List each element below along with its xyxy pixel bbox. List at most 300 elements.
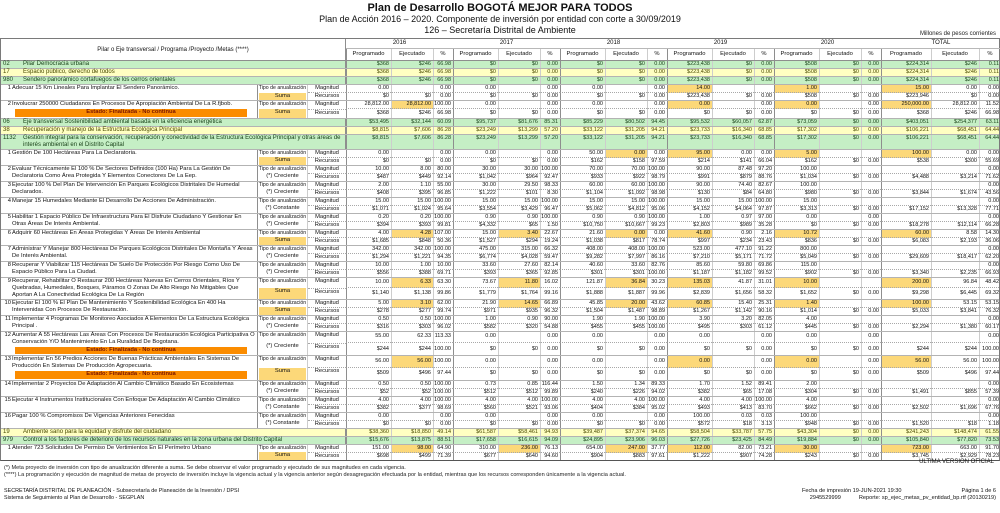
value-cell: 0.00 [540, 93, 560, 100]
value-cell: 77.71 [979, 206, 1000, 213]
value-cell: 98.98 [647, 190, 667, 197]
value-cell: $246 [391, 61, 433, 68]
value-cell [819, 182, 861, 190]
value-cell: 0.00 [861, 308, 881, 315]
value-cell: $1,187 [667, 270, 712, 277]
value-cell: 100.00 [667, 413, 712, 421]
meta-values [346, 166, 1000, 181]
value-cell: 0.00 [861, 158, 881, 165]
value-cell: $413 [712, 405, 754, 412]
value-cell: 0.00 [861, 109, 881, 117]
meta-values [346, 85, 1000, 100]
meta-label: Atender 723 Solicitudes De Permiso De Vertimientos En El Perímetro Urbano [12, 444, 211, 451]
value-cell: $106,221 [881, 135, 931, 149]
value-cell: $246 [391, 109, 433, 117]
meta-number: 13 [4, 356, 11, 362]
value-cell: 22.67 [540, 230, 560, 238]
value-cell [819, 278, 861, 289]
value-cell: $224,314 [881, 77, 931, 84]
value-cell: $3,313 [774, 206, 819, 213]
magnitud-label: Magnitud [315, 149, 339, 156]
value-cell: 0.00 [647, 69, 667, 76]
value-cell: 0.00 [647, 101, 667, 109]
value-cell: 113.33 [433, 332, 453, 344]
value-cell: 0.73 [453, 381, 498, 389]
section-code: 980 [3, 77, 14, 83]
value-cell: 61.12 [754, 324, 774, 331]
value-cell [498, 150, 540, 158]
numeric-row [346, 324, 1000, 331]
value-cell: $23,249 [453, 135, 498, 149]
value-cell: 11.52 [979, 101, 1000, 109]
value-cell: $0 [453, 93, 498, 100]
value-cell [881, 381, 931, 389]
value-cell: 36.06 [979, 238, 1000, 245]
value-cell: $2,803 [667, 222, 712, 229]
value-cell: $0 [453, 69, 498, 76]
tipo-anualizacion-column [257, 300, 307, 315]
value-cell: $495 [667, 324, 712, 331]
value-cell: 0.00 [433, 150, 453, 158]
value-cell: $368 [346, 69, 391, 76]
meta-name-line [1, 85, 257, 92]
value-cell: $6,083 [881, 238, 931, 245]
value-cell: $1,491 [881, 389, 931, 396]
value-cell: 0.00 [433, 93, 453, 100]
tipo-anualizacion-column [257, 332, 307, 356]
value-cell: $964 [498, 174, 540, 181]
subcolumn-label: Ejecutado [712, 49, 754, 60]
value-cell: 0.85 [498, 381, 540, 389]
report-header [0, 2, 1000, 36]
magnitud-label: Magnitud [315, 85, 339, 91]
value-cell: $8,815 [346, 135, 391, 149]
report-title: Plan de Desarrollo BOGOTÁ MEJOR PARA TODOS [367, 2, 633, 14]
value-cell: 342.00 [346, 246, 391, 254]
value-cell: $52 [391, 389, 433, 396]
value-cell: 84.49 [754, 437, 774, 444]
value-cell: 15.00 [453, 198, 498, 206]
value-cell: 0.00 [979, 182, 1000, 190]
recursos-label: Recursos [308, 237, 346, 245]
value-cell: 97.44 [433, 368, 453, 380]
report-subtitle: Plan de Acción 2016 – 2020. Componente de inversión por entidad con corte a 30/09/2019 [319, 14, 681, 24]
value-cell: $0 [498, 421, 540, 428]
meta-values [346, 262, 1000, 277]
value-cell: 82.14 [540, 262, 560, 270]
numeric-row [346, 214, 1000, 222]
meta-row [1, 197, 999, 213]
value-cell: $0 [560, 77, 605, 84]
value-cell [819, 316, 861, 324]
value-cell: $223,438 [667, 77, 712, 84]
value-cell: 100.00 [434, 213, 451, 220]
value-cell: $836 [774, 238, 819, 245]
meta-row [1, 396, 999, 412]
value-cell: 0.50 [346, 316, 391, 324]
value-cell: $394 [346, 222, 391, 229]
value-cell: $65 [712, 389, 754, 396]
meta-name-cell [1, 182, 257, 197]
value-cell: 0.00 [754, 93, 774, 100]
value-cell: $141 [712, 158, 754, 165]
value-cell: 64.44 [979, 135, 1000, 149]
numeric-row [346, 182, 1000, 190]
tipo-anualizacion-value: Suma [259, 368, 306, 380]
value-cell: 5.00 [346, 300, 391, 308]
value-cell: 3.20 [712, 316, 754, 324]
value-cell: 1.70 [667, 381, 712, 389]
value-cell: $0 [774, 368, 819, 380]
value-cell: 0.00 [754, 109, 774, 117]
section-row [1, 76, 999, 84]
subcolumn-label: % [540, 49, 560, 60]
meta-row [1, 181, 999, 197]
value-cell: $1,487 [605, 308, 647, 315]
value-cell: $0 [605, 421, 647, 428]
measure-column [307, 230, 346, 245]
meta-name-cell [1, 332, 257, 356]
value-cell: $0 [560, 421, 605, 428]
value-cell: 0.00 [647, 109, 667, 117]
tipo-anualizacion-header: Tipo de anualización [258, 165, 307, 172]
value-cell: $377 [391, 405, 433, 412]
value-cell: 15.00 [453, 230, 498, 238]
value-cell: $0 [605, 109, 647, 117]
value-cell [498, 413, 540, 421]
meta-row [1, 277, 999, 299]
measure-column [307, 332, 346, 356]
value-cell: 0.00 [861, 254, 881, 261]
subcolumn-row [881, 49, 1000, 60]
tipo-anualizacion-value: Suma [259, 157, 306, 165]
value-cell: $0 [605, 77, 647, 84]
value-cell: 73.53 [979, 437, 1000, 444]
value-cell: $244 [881, 343, 931, 355]
section-code: 979 [3, 436, 14, 443]
year-group-header [667, 39, 774, 60]
value-cell: $4,028 [498, 254, 540, 261]
value-cell: $316 [346, 324, 391, 331]
value-cell [819, 381, 861, 389]
value-cell: 0.00 [861, 190, 881, 197]
value-cell: $16,340 [712, 135, 754, 149]
tipo-anualizacion-value: (*) Creciente [266, 269, 299, 275]
recursos-label: Recursos [308, 189, 346, 197]
value-cell: 30.00 [453, 182, 498, 190]
value-cell: 30.00 [453, 166, 498, 174]
numeric-row [346, 174, 1000, 181]
value-cell: 27.60 [498, 262, 540, 270]
value-cell: $301 [605, 270, 647, 277]
value-cell [931, 316, 979, 324]
meta-name-cell [1, 397, 257, 412]
value-cell: $84 [712, 190, 754, 197]
value-cell: $95,737 [453, 119, 498, 126]
value-cell: $130 [667, 190, 712, 197]
value-cell: $1,222 [667, 453, 712, 460]
value-cell: 2.16 [754, 230, 774, 238]
value-cell: 35.28 [754, 222, 774, 229]
value-cell: 68.85 [754, 135, 774, 149]
magnitud-label: Magnitud [315, 165, 339, 172]
value-cell [498, 101, 540, 109]
section-name [1, 135, 346, 149]
subcolumn-label: Programado [774, 49, 819, 60]
value-cell: 0.00 [647, 421, 667, 428]
value-cell: 66.98 [433, 69, 453, 76]
recursos-label: Recursos [308, 420, 346, 428]
value-cell: $10,750 [560, 222, 605, 229]
value-cell: $33,787 [712, 429, 754, 436]
value-cell: 0.00 [346, 413, 391, 421]
meta-values [346, 397, 1000, 412]
column-header-pilar: Pilar o Eje transversal / Programa /Proyecto /Metas (****) [1, 39, 346, 60]
value-cell: 96.47 [540, 206, 560, 213]
value-cell: $0 [498, 343, 540, 355]
value-cell: 4.00 [712, 397, 754, 405]
tipo-anualizacion-header: Tipo de anualización [258, 197, 307, 204]
value-cell: $3,844 [881, 190, 931, 197]
value-cell: $0 [560, 93, 605, 100]
value-cell: $1,182 [712, 270, 754, 277]
value-cell: $1,042 [453, 174, 498, 181]
section-row [1, 428, 999, 436]
value-cell: 1.50 [540, 222, 560, 229]
meta-number: 1 [7, 444, 11, 451]
meta-row [1, 355, 999, 380]
value-cell: 41.60 [667, 230, 712, 238]
year-group-header [453, 39, 560, 60]
numeric-row [346, 381, 1000, 389]
value-cell: 0.00 [861, 437, 881, 444]
value-cell: 0.00 [647, 230, 667, 238]
meta-name-cell [1, 246, 257, 261]
value-cell: 66.04 [754, 158, 774, 165]
value-cell: $53,495 [346, 119, 391, 126]
value-cell [861, 150, 881, 158]
value-cell: 0.00 [540, 332, 560, 344]
value-cell: 115.00 [774, 262, 819, 270]
value-cell: 0.00 [540, 150, 560, 158]
value-cell: 0.00 [540, 356, 560, 368]
value-cell: 55.00 [346, 332, 391, 344]
value-cell: $0 [712, 368, 754, 380]
value-cell: $904 [560, 453, 605, 460]
value-cell: $1,092 [605, 190, 647, 197]
value-cell: 1.90 [560, 316, 605, 324]
value-cell: 89.33 [647, 381, 667, 389]
value-cell: $4,152 [667, 206, 712, 213]
subcolumn-label: Ejecutado [498, 49, 540, 60]
value-cell: $512 [498, 389, 540, 396]
value-cell: 96.84 [931, 278, 979, 289]
value-cell: 0.03 [712, 413, 754, 421]
value-cell [931, 246, 979, 254]
meta-row [1, 299, 999, 315]
value-cell: $0 [498, 93, 540, 100]
value-cell: $0 [819, 127, 861, 134]
value-cell: $32,144 [391, 119, 433, 126]
tipo-anualizacion-column [257, 381, 307, 396]
value-cell: $980 [774, 190, 819, 197]
numeric-row [346, 77, 1000, 84]
value-cell: 663.00 [931, 445, 979, 453]
meta-label: Manejar 15 Humedales Mediante El Desarrollo De Acciones De Administración. [12, 197, 216, 204]
numeric-row [346, 69, 1000, 76]
value-cell [391, 85, 433, 93]
meta-row [1, 149, 999, 165]
value-cell: 69.86 [754, 262, 774, 270]
value-cell: $0 [391, 93, 433, 100]
value-cell: $1,520 [881, 421, 931, 428]
meta-values [346, 356, 1000, 380]
value-cell: $1,674 [931, 190, 979, 197]
value-cell: $0 [498, 109, 540, 117]
meta-number: 16 [4, 412, 11, 419]
value-cell: 0.00 [647, 343, 667, 355]
value-cell: 56.00 [931, 356, 979, 368]
value-cell: 60.00 [560, 182, 605, 190]
value-cell: $7,606 [391, 135, 433, 149]
value-cell: 60.00 [881, 230, 931, 238]
value-cell: $404 [560, 405, 605, 412]
value-cell: 73.21 [754, 445, 774, 453]
meta-values [346, 246, 1000, 261]
value-cell: 82.00 [712, 445, 754, 453]
value-cell: $0 [819, 109, 861, 117]
meta-number: 1 [7, 85, 11, 91]
value-cell: $3,841 [931, 308, 979, 315]
numeric-row [346, 332, 1000, 344]
meta-label: Aumentar A 55 Hectáreas Las Áreas Con Procesos De Restauración Ecológica Participativa O Conservación Y/O Mantenimiento En La Ruralidad De Bogotana. [12, 331, 255, 345]
value-cell: 0.00 [560, 356, 605, 368]
value-cell: 0.00 [861, 69, 881, 76]
value-cell: $23,733 [667, 135, 712, 149]
value-cell: $0 [819, 69, 861, 76]
value-cell: 0.00 [979, 166, 1000, 174]
value-cell: $0 [819, 174, 861, 181]
value-cell: $0 [819, 324, 861, 331]
value-cell: $0 [498, 69, 540, 76]
value-cell: $902 [774, 270, 819, 277]
value-cell: 80.00 [433, 166, 453, 174]
value-cell: $445 [774, 324, 819, 331]
value-cell: $0 [819, 190, 861, 197]
section-label: Gestión integral para la conservación, recuperación y conectividad de la Estructura Ecológica Principal y otras áreas de interés ambiental en el Distrito Capital [23, 134, 341, 148]
value-cell: 0.00 [979, 397, 1000, 405]
meta-number: 9 [7, 277, 11, 284]
meta-name-line [1, 445, 257, 452]
meta-values [346, 445, 1000, 460]
value-cell: $0 [819, 368, 861, 380]
value-cell: 100.00 [648, 315, 665, 322]
meta-label: Ejecutar 4 Instrumentos Institucionales Con Enfoque De Adaptación Al Cambio Climático [12, 396, 240, 403]
value-cell: 0.00 [754, 101, 774, 109]
value-cell: 100.00 [881, 150, 931, 158]
value-cell: 0.00 [647, 413, 667, 421]
value-cell: $817 [605, 238, 647, 245]
value-cell: $85,229 [560, 119, 605, 126]
value-cell: 100.00 [541, 213, 558, 220]
value-cell: 0.00 [861, 343, 881, 355]
tipo-anualizacion-value: (*) Constante [265, 420, 300, 426]
value-cell: $246 [391, 77, 433, 84]
value-cell: 97.61 [647, 453, 667, 460]
value-cell: $80,502 [605, 119, 647, 126]
value-cell: 3.90 [667, 316, 712, 324]
magnitud-label: Magnitud [315, 197, 339, 204]
magnitud-label: Magnitud [315, 380, 339, 387]
value-cell: $0 [774, 109, 819, 117]
value-cell: $0 [819, 437, 861, 444]
value-cell: 0.00 [861, 356, 881, 368]
value-cell: 0.00 [754, 332, 774, 344]
value-cell: $538 [881, 158, 931, 165]
meta-row [1, 315, 999, 331]
value-cell: $408 [346, 190, 391, 197]
value-cell: $0 [819, 429, 861, 436]
value-cell: 0.00 [647, 150, 667, 158]
value-cell: $23,249 [453, 127, 498, 134]
value-cell: 0.00 [979, 246, 1000, 254]
recursos-label: Recursos [308, 269, 346, 277]
value-cell [819, 230, 861, 238]
meta-label: Gestión De 100 Hectáreas Para La Declaratoria. [12, 149, 137, 156]
value-cell: 98.79 [647, 174, 667, 181]
value-cell: 8.00 [391, 166, 433, 174]
value-cell: 0.00 [712, 150, 754, 158]
meta-name-cell [1, 356, 257, 380]
value-cell: $106,221 [881, 127, 931, 134]
value-cell: $158 [605, 158, 647, 165]
value-cell: $0 [819, 343, 861, 355]
subcolumn-label: Ejecutado [819, 49, 861, 60]
tipo-anualizacion-column [257, 101, 307, 118]
value-cell: 0.00 [453, 413, 498, 421]
value-cell: 53.15 [979, 300, 1000, 308]
tipo-anualizacion-value: Suma [259, 288, 306, 299]
value-cell: 96.03 [647, 437, 667, 444]
value-cell: 0.00 [979, 316, 1000, 324]
value-cell: $224,314 [881, 61, 931, 68]
value-cell: $883 [605, 453, 647, 460]
tipo-anualizacion-value: (*) Constante [265, 404, 300, 410]
value-cell: $81,676 [498, 119, 540, 126]
tipo-anualizacion-value: (*) Constante [265, 205, 300, 211]
value-cell: $855 [931, 389, 979, 396]
value-cell: 0.00 [861, 214, 881, 222]
value-cell [881, 413, 931, 421]
value-cell: 0.00 [861, 135, 881, 149]
value-cell: $0 [774, 222, 819, 229]
value-cell: 4.00 [774, 397, 819, 405]
value-cell: 0.00 [979, 413, 1000, 421]
value-cell: $31,205 [605, 135, 647, 149]
numeric-row [346, 206, 1000, 213]
tipo-anualizacion-header: Tipo de anualización [258, 149, 307, 156]
value-cell: $101 [498, 190, 540, 197]
value-cell: 78.23 [979, 453, 1000, 460]
value-cell: 92.85 [540, 270, 560, 277]
value-cell: 1.00 [453, 316, 498, 324]
value-cell: $8,815 [346, 127, 391, 134]
tipo-anualizacion-value: Suma [259, 237, 306, 245]
numeric-row [346, 61, 1000, 68]
value-cell: $0 [819, 158, 861, 165]
value-cell: 236.00 [498, 445, 540, 453]
section-name [1, 69, 346, 76]
